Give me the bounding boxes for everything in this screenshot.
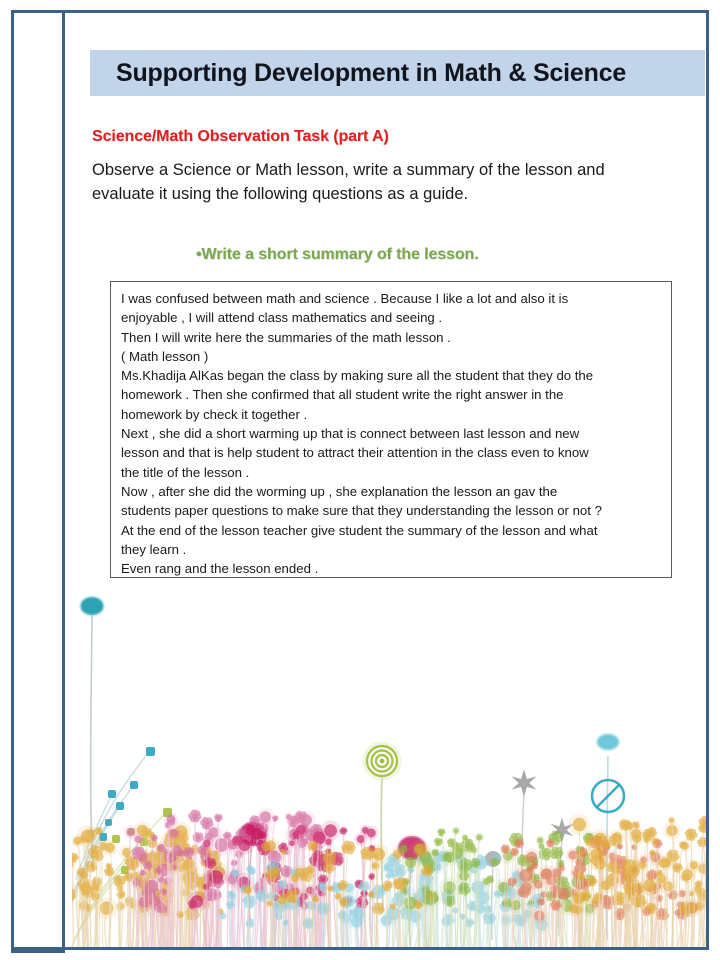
summary-line: homework . Then she confirmed that all student write the right answer in the (121, 387, 564, 403)
summary-line: students paper questions to make sure that they understanding the lesson or not ? (121, 503, 602, 519)
summary-line: enjoyable , I will attend class mathematics and seeing . (121, 310, 443, 326)
flower-meadow-svg (72, 580, 706, 947)
summary-line: lesson and that is help student to attract their attention in the class even to know (121, 445, 589, 461)
summary-line: At the end of the lesson teacher give student the summary of the lesson and what (121, 522, 598, 538)
page-frame-left-rule (62, 10, 65, 953)
summary-line: the title of the lesson . (121, 464, 250, 480)
summary-line: they learn . (121, 541, 187, 557)
title-banner (90, 50, 705, 96)
slide-title: Supporting Development in Math & Science (116, 58, 627, 87)
summary-line: homework by check it together . (121, 406, 308, 422)
task-heading: Science/Math Observation Task (part A) (92, 128, 389, 145)
flower-teal-bloom-top (597, 734, 619, 750)
flower-meadow-illustration (72, 580, 706, 947)
summary-answer-box (110, 281, 672, 578)
summary-line: Next , she did a short warming up that is connect between last lesson and new (121, 426, 580, 442)
summary-line: Ms.Khadija AlKas began the class by making sure all the student that they do the (121, 368, 594, 384)
summary-line: ( Math lesson ) (121, 348, 209, 364)
summary-line: Even rang and the lesson ended . (121, 561, 319, 577)
summary-line: Then I will write here the summaries of the math lesson . (121, 329, 451, 345)
summary-answer-text (121, 289, 661, 578)
task-description: Observe a Science or Math lesson, write a summary of the lesson and evaluate it using the following questions as a guide. (92, 161, 605, 203)
prompt-bullet: •Write a short summary of the lesson. (196, 246, 479, 263)
summary-line: I was confused between math and science . Because I like a lot and also it is (121, 291, 569, 306)
page-frame-left-cap (11, 947, 65, 953)
summary-line: Now , after she did the worming up , she explanation the lesson an gav the (121, 483, 558, 499)
